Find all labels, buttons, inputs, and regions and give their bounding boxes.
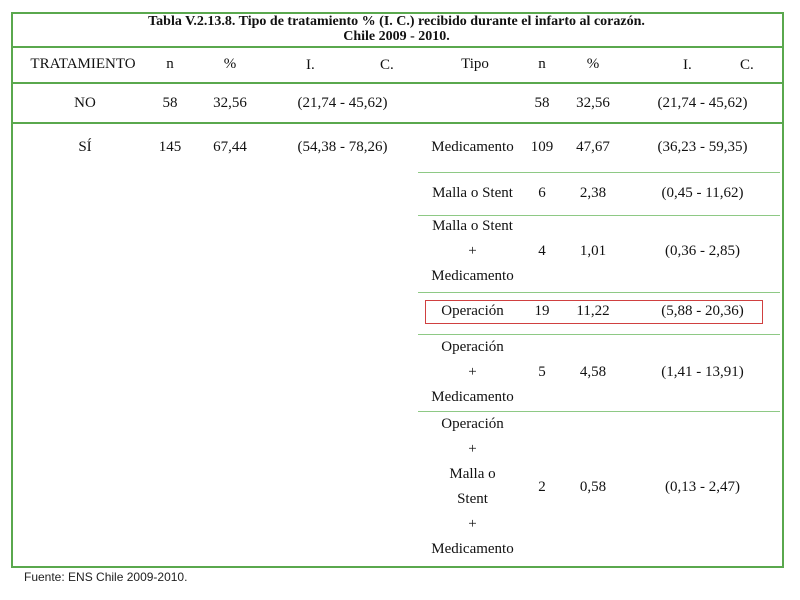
row-si-tratamiento: SÍ bbox=[78, 139, 92, 155]
row-no-pct: 32,56 bbox=[213, 95, 247, 111]
tipo-operacion-medicamento-pct: 4,58 bbox=[579, 364, 607, 380]
rule-tipo-3 bbox=[418, 292, 780, 293]
row-no-n: 58 bbox=[162, 95, 178, 111]
tipo-operacion-pct: 11,22 bbox=[576, 303, 610, 319]
tipo-stent-medicamento-n: 4 bbox=[538, 243, 546, 259]
tipo-line: + bbox=[468, 516, 477, 532]
header-ci2-right: C. bbox=[740, 57, 754, 73]
tipo-medicamento-label: Medicamento bbox=[431, 139, 514, 155]
rule-below-header bbox=[11, 82, 782, 84]
tipo-operacion-label: Operación bbox=[441, 303, 504, 319]
row-si-n: 145 bbox=[158, 139, 182, 155]
tipo-line: Malla o bbox=[449, 466, 496, 482]
tipo-stent-medicamento-label bbox=[420, 214, 525, 289]
header-tratamiento: TRATAMIENTO bbox=[30, 56, 136, 72]
tipo-operacion-stent-medicamento-pct: 0,58 bbox=[579, 479, 607, 495]
tipo-line: Malla o Stent bbox=[432, 218, 513, 234]
tipo-medicamento-n: 109 bbox=[530, 139, 554, 155]
tipo-operacion-medicamento-n: 5 bbox=[538, 364, 546, 380]
header-ci2-left: I. bbox=[683, 57, 692, 73]
row-no-tipo-pct: 32,56 bbox=[576, 95, 610, 111]
row-no-ci: (21,74 - 45,62) bbox=[297, 95, 388, 111]
tipo-operacion-medicamento-label bbox=[420, 335, 525, 410]
tipo-stent-n: 6 bbox=[538, 185, 546, 201]
row-si-ci: (54,38 - 78,26) bbox=[297, 139, 388, 155]
tipo-line: + bbox=[468, 243, 477, 259]
header-ci1-right: C. bbox=[380, 57, 394, 73]
header-n1: n bbox=[166, 56, 174, 72]
tipo-line: Operación bbox=[441, 416, 504, 432]
table-title bbox=[14, 14, 779, 44]
tipo-stent-pct: 2,38 bbox=[579, 185, 607, 201]
table-title-line1: Tabla V.2.13.8. Tipo de tratamiento % (I. C.) recibido durante el infarto al corazón. bbox=[148, 14, 645, 29]
tipo-operacion-ci: (5,88 - 20,36) bbox=[661, 303, 744, 319]
header-ci1-left: I. bbox=[306, 57, 315, 73]
row-no-tipo-n: 58 bbox=[534, 95, 550, 111]
rule-below-no bbox=[11, 122, 782, 124]
tipo-stent-medicamento-pct: 1,01 bbox=[579, 243, 607, 259]
tipo-stent-medicamento-ci: (0,36 - 2,85) bbox=[665, 243, 740, 259]
tipo-medicamento-pct: 47,67 bbox=[576, 139, 610, 155]
tipo-line: Stent bbox=[457, 491, 488, 507]
header-tipo: Tipo bbox=[461, 56, 489, 72]
tipo-medicamento-ci: (36,23 - 59,35) bbox=[657, 139, 748, 155]
header-pct1: % bbox=[223, 56, 237, 72]
header-pct2: % bbox=[586, 56, 600, 72]
row-no-tratamiento: NO bbox=[74, 95, 96, 111]
tipo-stent-ci: (0,45 - 11,62) bbox=[661, 185, 744, 201]
header-n2: n bbox=[538, 56, 546, 72]
rule-tipo-1 bbox=[418, 172, 780, 173]
tipo-operacion-stent-medicamento-n: 2 bbox=[538, 479, 546, 495]
tipo-line: + bbox=[468, 441, 477, 457]
tipo-line: Operación bbox=[441, 339, 504, 355]
tipo-line: Medicamento bbox=[431, 541, 514, 557]
row-si-pct: 67,44 bbox=[213, 139, 247, 155]
table-title-line2: Chile 2009 - 2010. bbox=[343, 29, 450, 44]
tipo-operacion-stent-medicamento-label bbox=[420, 412, 525, 562]
tipo-line: + bbox=[468, 364, 477, 380]
tipo-line: Medicamento bbox=[431, 268, 514, 284]
tipo-operacion-medicamento-ci: (1,41 - 13,91) bbox=[661, 364, 744, 380]
tipo-stent-label: Malla o Stent bbox=[432, 185, 513, 201]
tipo-operacion-n: 19 bbox=[534, 303, 550, 319]
rule-below-title bbox=[11, 46, 782, 48]
rule-bottom bbox=[11, 566, 782, 568]
row-no-tipo-ci: (21,74 - 45,62) bbox=[657, 95, 748, 111]
tipo-operacion-stent-medicamento-ci: (0,13 - 2,47) bbox=[665, 479, 740, 495]
source-note: Fuente: ENS Chile 2009-2010. bbox=[24, 570, 188, 584]
tipo-line: Medicamento bbox=[431, 389, 514, 405]
